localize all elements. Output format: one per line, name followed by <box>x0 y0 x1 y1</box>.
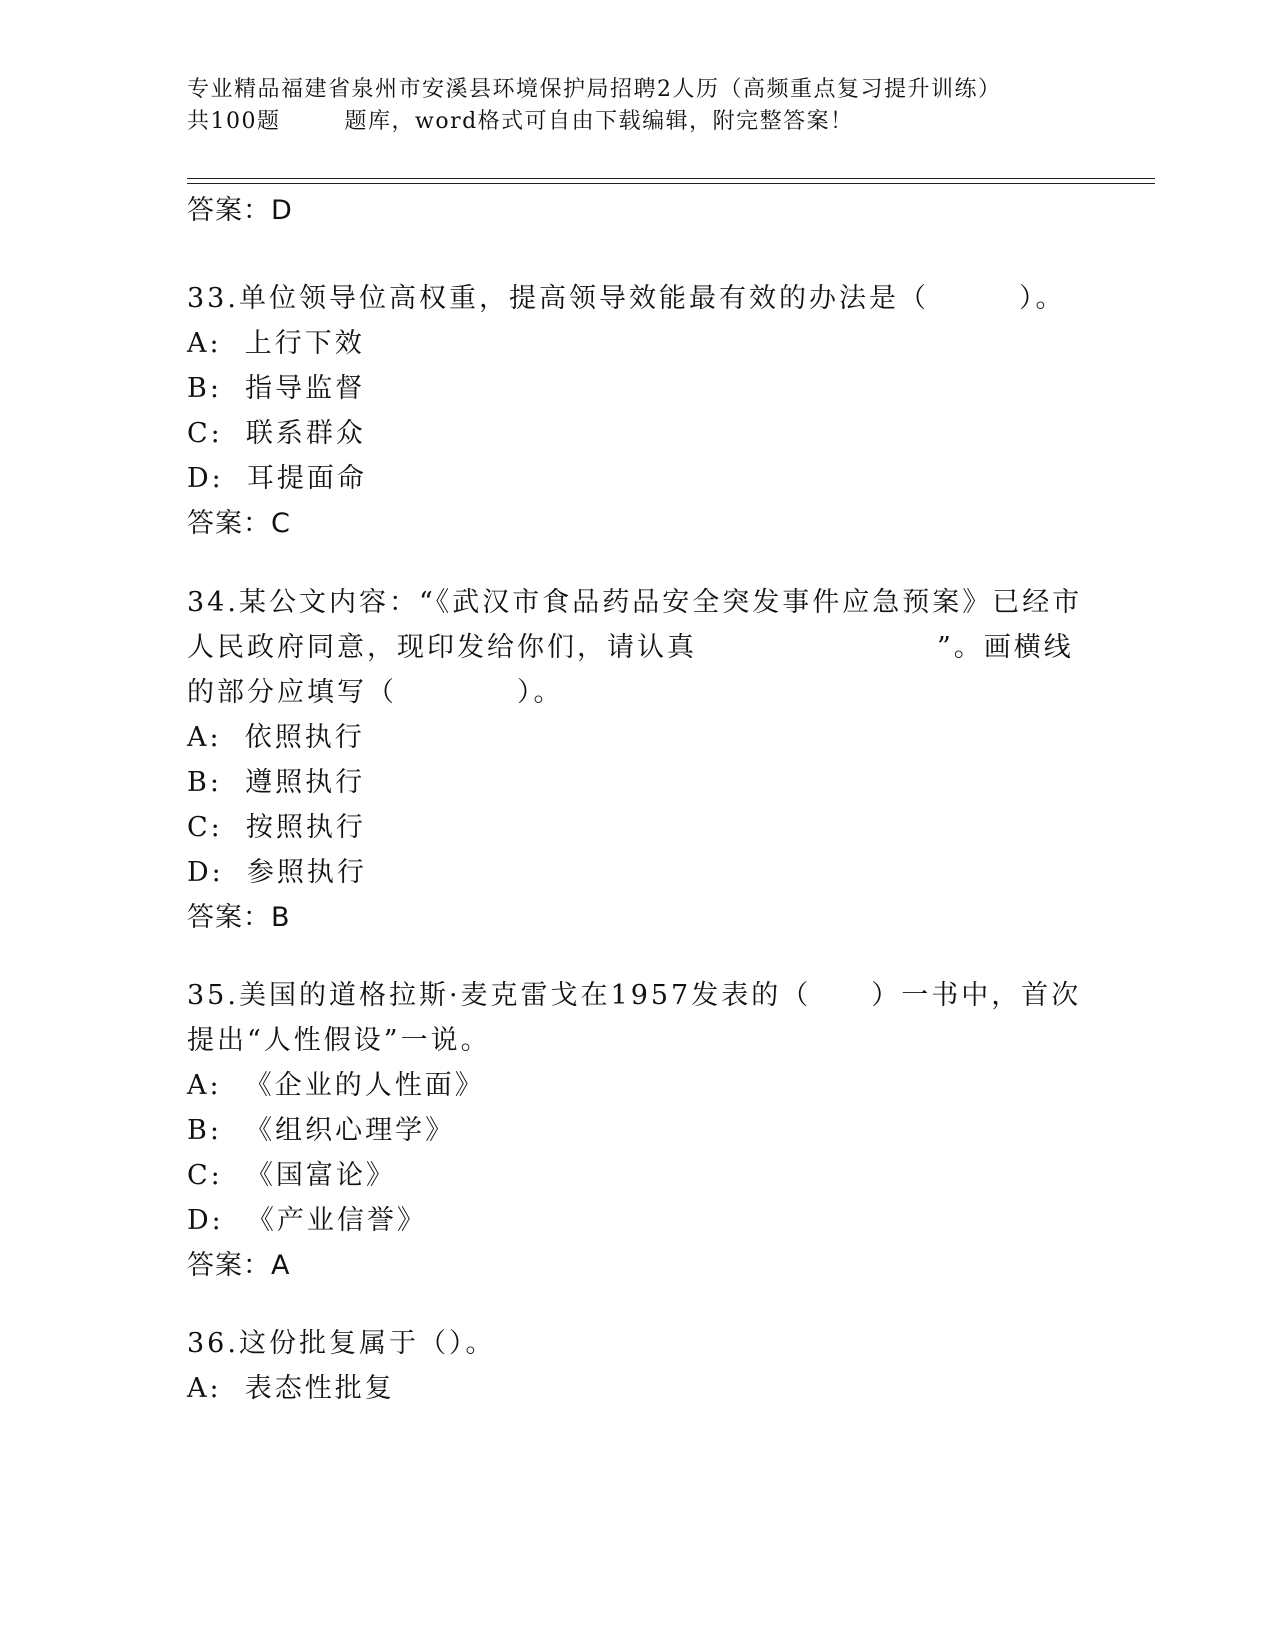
option-b: B: 指导监督 <box>187 373 366 404</box>
answer-label: 答案：A <box>187 1250 291 1281</box>
question-text: 34.某公文内容：“《武汉市食品药品安全突发事件应急预案》已经市 <box>187 587 1083 618</box>
question-33 <box>187 276 1087 546</box>
option-a: A: 表态性批复 <box>187 1373 395 1404</box>
answer-label: 答案：C <box>187 508 291 539</box>
option-d: D: 《产业信誉》 <box>187 1205 427 1236</box>
answer-label: 答案：D <box>187 195 293 226</box>
option-b: B: 遵照执行 <box>187 767 366 798</box>
option-c: C: 按照执行 <box>187 812 366 843</box>
option-a: A: 依照执行 <box>187 722 365 753</box>
answer-label: 答案：B <box>187 902 291 933</box>
option-c: C: 《国富论》 <box>187 1160 396 1191</box>
option-d: D: 耳提面命 <box>187 463 367 494</box>
option-b: B: 《组织心理学》 <box>187 1115 456 1146</box>
header-question-count: 共100题 <box>187 109 281 134</box>
option-c: C: 联系群众 <box>187 418 366 449</box>
question-text: 提出“人性假设”一说。 <box>187 1025 491 1056</box>
header-title-line: 专业精品福建省泉州市安溪县环境保护局招聘2人历（高频重点复习提升训练） <box>187 77 1002 102</box>
question-36 <box>187 1321 1087 1411</box>
question-text: 人民政府同意，现印发给你们，请认真 ”。画横线 <box>187 632 1074 663</box>
option-a: A: 上行下效 <box>187 328 365 359</box>
page-header <box>187 74 1107 138</box>
question-text: 33.单位领导位高权重，提高领导效能最有效的办法是（ ）。 <box>187 283 1066 314</box>
question-text: 的部分应填写（ ）。 <box>187 677 564 708</box>
option-d: D: 参照执行 <box>187 857 367 888</box>
previous-answer-block <box>187 188 1087 233</box>
question-34 <box>187 580 1087 940</box>
header-divider-bottom <box>187 183 1155 184</box>
header-divider-top <box>187 178 1155 179</box>
option-a: A: 《企业的人性面》 <box>187 1070 485 1101</box>
question-35 <box>187 973 1087 1288</box>
question-text: 35.美国的道格拉斯·麦克雷戈在1957发表的（ ）一书中，首次 <box>187 980 1082 1011</box>
question-text: 36.这份批复属于（）。 <box>187 1328 496 1359</box>
header-description: 题库，word格式可自由下载编辑，附完整答案！ <box>344 109 854 134</box>
header-subtitle-line <box>187 106 1107 138</box>
